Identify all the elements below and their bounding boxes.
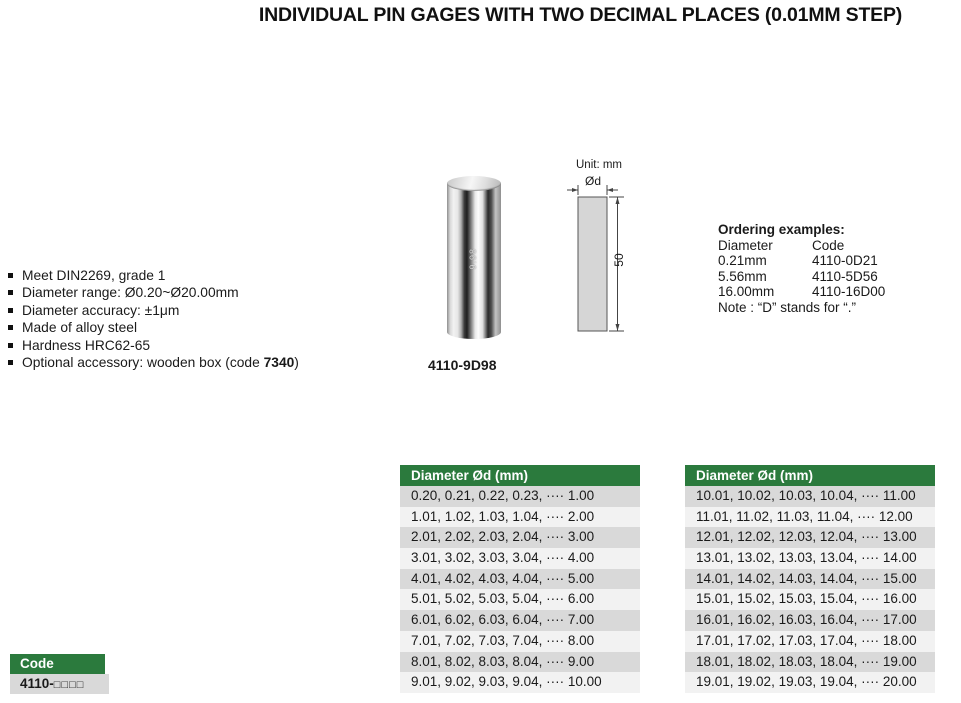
unit-label: Unit: mm [576,159,622,171]
ordering-columns [718,238,885,254]
table-row: 13.01, 13.02, 13.03, 13.04, ···· 14.00 [685,548,935,569]
table-row: 14.01, 14.02, 14.03, 14.04, ···· 15.00 [685,569,935,590]
page-title: INDIVIDUAL PIN GAGES WITH TWO DECIMAL PLACES (0.01MM STEP) [258,4,903,26]
table-body [685,486,935,693]
ordering-row: 5.56mm 4110-5D56 [718,268,878,284]
pin-top-face [447,176,501,191]
bullet-icon [8,343,13,348]
feature-item-optional-accessory [8,354,299,371]
ordering-note: Note : “D” stands for “.” [718,299,857,315]
feature-item [8,302,299,319]
table-body [400,486,640,693]
feature-item [8,337,299,354]
table-row: 19.01, 19.02, 19.03, 19.04, ···· 20.00 [685,672,935,693]
feature-text: Diameter accuracy: ±1μm [22,302,180,318]
table-row: 11.01, 11.02, 11.03, 11.04, ···· 12.00 [685,507,935,528]
order-code-box [10,654,109,694]
table-row: 15.01, 15.02, 15.03, 15.04, ···· 16.00 [685,589,935,610]
ordering-col-diameter: Diameter [718,237,773,253]
table-row: 6.01, 6.02, 6.03, 6.04, ···· 7.00 [400,610,640,631]
feature-text: Diameter range: Ø0.20~Ø20.00mm [22,285,239,301]
table-row: 1.01, 1.02, 1.03, 1.04, ···· 2.00 [400,507,640,528]
ordering-heading: Ordering examples: [718,222,845,237]
code-box-value: 4110-□□□□ [10,674,109,694]
ordering-col-code: Code [812,237,845,253]
diameter-table-left [400,465,640,693]
table-row: 16.01, 16.02, 16.03, 16.04, ···· 17.00 [685,610,935,631]
diameter-table-right [685,465,935,693]
pin-outline-rect [578,197,607,331]
table-row: 5.01, 5.02, 5.03, 5.04, ···· 6.00 [400,589,640,610]
table-row: 7.01, 7.02, 7.03, 7.04, ···· 8.00 [400,631,640,652]
feature-item [8,267,299,284]
code-placeholder-boxes: □□□□ [53,679,85,691]
feature-text: Hardness HRC62-65 [22,337,151,353]
feature-item [8,284,299,301]
table-row: 12.01, 12.02, 12.03, 12.04, ···· 13.00 [685,527,935,548]
table-row: 0.20, 0.21, 0.22, 0.23, ···· 1.00 [400,486,640,507]
table-row: 18.01, 18.02, 18.03, 18.04, ···· 19.00 [685,652,935,673]
table-row: 17.01, 17.02, 17.03, 17.04, ···· 18.00 [685,631,935,652]
pin-engraving: 9.98 [468,248,478,270]
table-header: Diameter Ød (mm) [400,465,640,486]
table-header: Diameter Ød (mm) [685,465,935,486]
table-row: 8.01, 8.02, 8.03, 8.04, ···· 9.00 [400,652,640,673]
bullet-icon [8,325,13,330]
feature-item [8,319,299,336]
feature-text: Made of alloy steel [22,320,138,336]
bullet-icon [8,273,13,278]
code-box-header: Code [10,654,105,674]
ordering-row: 0.21mm 4110-0D21 [718,253,878,268]
pin-gage-photo [447,176,501,339]
length-dimension-label: 50 [612,253,626,267]
bullet-icon [8,308,13,313]
feature-text: Optional accessory: wooden box (code 7340) [22,354,299,370]
table-row: 4.01, 4.02, 4.03, 4.04, ···· 5.00 [400,569,640,590]
table-row: 3.01, 3.02, 3.03, 3.04, ···· 4.00 [400,548,640,569]
bullet-icon [8,290,13,295]
feature-list [8,267,299,371]
technical-drawing [560,180,640,340]
diameter-dimension-label: Ød [584,174,601,188]
feature-text: Meet DIN2269, grade 1 [22,268,166,283]
accessory-code: 7340 [263,354,295,370]
table-row: 2.01, 2.02, 2.03, 2.04, ···· 3.00 [400,527,640,548]
table-row: 9.01, 9.02, 9.03, 9.04, ···· 10.00 [400,672,640,693]
table-row: 10.01, 10.02, 10.03, 10.04, ···· 11.00 [685,486,935,507]
bullet-icon [8,360,13,365]
ordering-examples [718,222,885,315]
ordering-row: 16.00mm 4110-16D00 [718,284,886,299]
product-code-caption: 4110-9D98 [428,357,497,373]
